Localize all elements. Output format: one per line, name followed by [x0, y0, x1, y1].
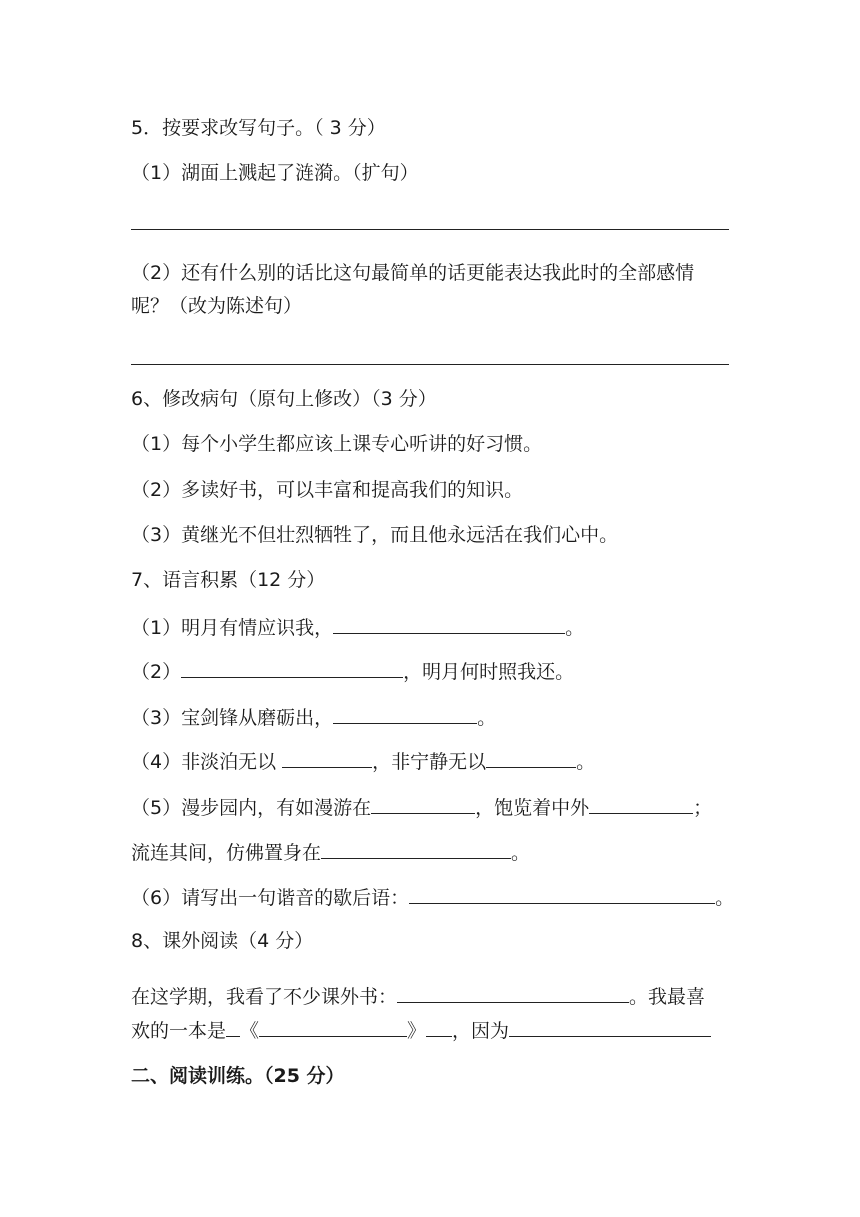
q7-item-4-text: （4）非淡泊无以	[131, 751, 283, 773]
book-title-field[interactable]	[259, 1016, 407, 1037]
q8-line-1-end: 。我最喜	[629, 986, 706, 1008]
blank-field[interactable]	[333, 703, 477, 724]
q7-item-5-line-2	[131, 838, 530, 866]
blank-field[interactable]	[226, 1016, 240, 1037]
blank-field[interactable]	[409, 883, 715, 904]
q7-item-6-end: 。	[715, 887, 735, 909]
q8-line-1-text: 在这学期，我看了不少课外书：	[131, 986, 398, 1008]
q7-item-6	[131, 883, 734, 911]
q8-line-2-because: ，因为	[452, 1020, 510, 1042]
q8-line-2	[131, 1016, 711, 1044]
blank-field[interactable]	[486, 747, 576, 768]
q5-item-2-line-2: 呢？（改为陈述句）	[131, 295, 303, 317]
q7-heading: 7、语言积累（12 分）	[131, 569, 326, 591]
q7-item-4-end: 。	[576, 751, 596, 773]
q8-heading: 8、课外阅读（4 分）	[131, 930, 314, 952]
q7-item-1-text: （1）明月有情应识我，	[131, 617, 334, 639]
blank-field[interactable]	[333, 613, 565, 634]
book-open-quote: 《	[240, 1020, 260, 1042]
q7-item-3	[131, 703, 496, 731]
q7-item-5-end: ；	[693, 797, 713, 819]
q7-item-3-text: （3）宝剑锋从磨砺出，	[131, 707, 334, 729]
blank-field[interactable]	[181, 657, 403, 678]
q7-item-5-mid: ，饱览着中外	[475, 797, 590, 819]
q8-line-1	[131, 982, 705, 1010]
q7-item-1	[131, 613, 584, 641]
q6-item-2: （2）多读好书，可以丰富和提高我们的知识。	[131, 479, 524, 501]
section-2-heading: 二、阅读训练。（25 分）	[131, 1065, 345, 1087]
q5-heading: 5．按要求改写句子。（ 3 分）	[131, 117, 386, 139]
blank-field[interactable]	[282, 747, 372, 768]
blank-field[interactable]	[371, 793, 475, 814]
q7-item-5-line-1	[131, 793, 712, 821]
q7-item-2	[131, 657, 574, 685]
q6-heading: 6、修改病句（原句上修改）（3 分）	[131, 388, 437, 410]
q7-item-4-mid: ，非宁静无以	[372, 751, 487, 773]
q7-item-3-end: 。	[477, 707, 497, 729]
answer-line[interactable]	[131, 229, 729, 230]
q7-item-4	[131, 747, 595, 775]
q5-item-2-line-1: （2）还有什么别的话比这句最简单的话更能表达我此时的全部感情	[131, 262, 695, 284]
q6-item-1: （1）每个小学生都应该上课专心听讲的好习惯。	[131, 433, 543, 455]
q7-item-5-end-2: 。	[511, 842, 531, 864]
q5-item-1: （1）湖面上溅起了涟漪。（扩句）	[131, 162, 419, 184]
blank-field[interactable]	[321, 838, 511, 859]
blank-field[interactable]	[397, 982, 629, 1003]
q7-item-5-text-2: 流连其间，仿佛置身在	[131, 842, 322, 864]
q7-item-1-end: 。	[565, 617, 585, 639]
book-close-quote: 》	[407, 1020, 427, 1042]
q7-item-2-text: ，明月何时照我还。	[403, 661, 575, 683]
q8-line-2-text: 欢的一本是	[131, 1020, 227, 1042]
q7-item-2-num: （2）	[131, 661, 182, 683]
blank-field[interactable]	[426, 1016, 452, 1037]
q6-item-3: （3）黄继光不但壮烈牺牲了，而且他永远活在我们心中。	[131, 524, 619, 546]
q7-item-6-text: （6）请写出一句谐音的歇后语：	[131, 887, 410, 909]
answer-line[interactable]	[131, 364, 729, 365]
reason-field[interactable]	[509, 1016, 711, 1037]
q7-item-5-text: （5）漫步园内，有如漫游在	[131, 797, 372, 819]
blank-field[interactable]	[589, 793, 693, 814]
